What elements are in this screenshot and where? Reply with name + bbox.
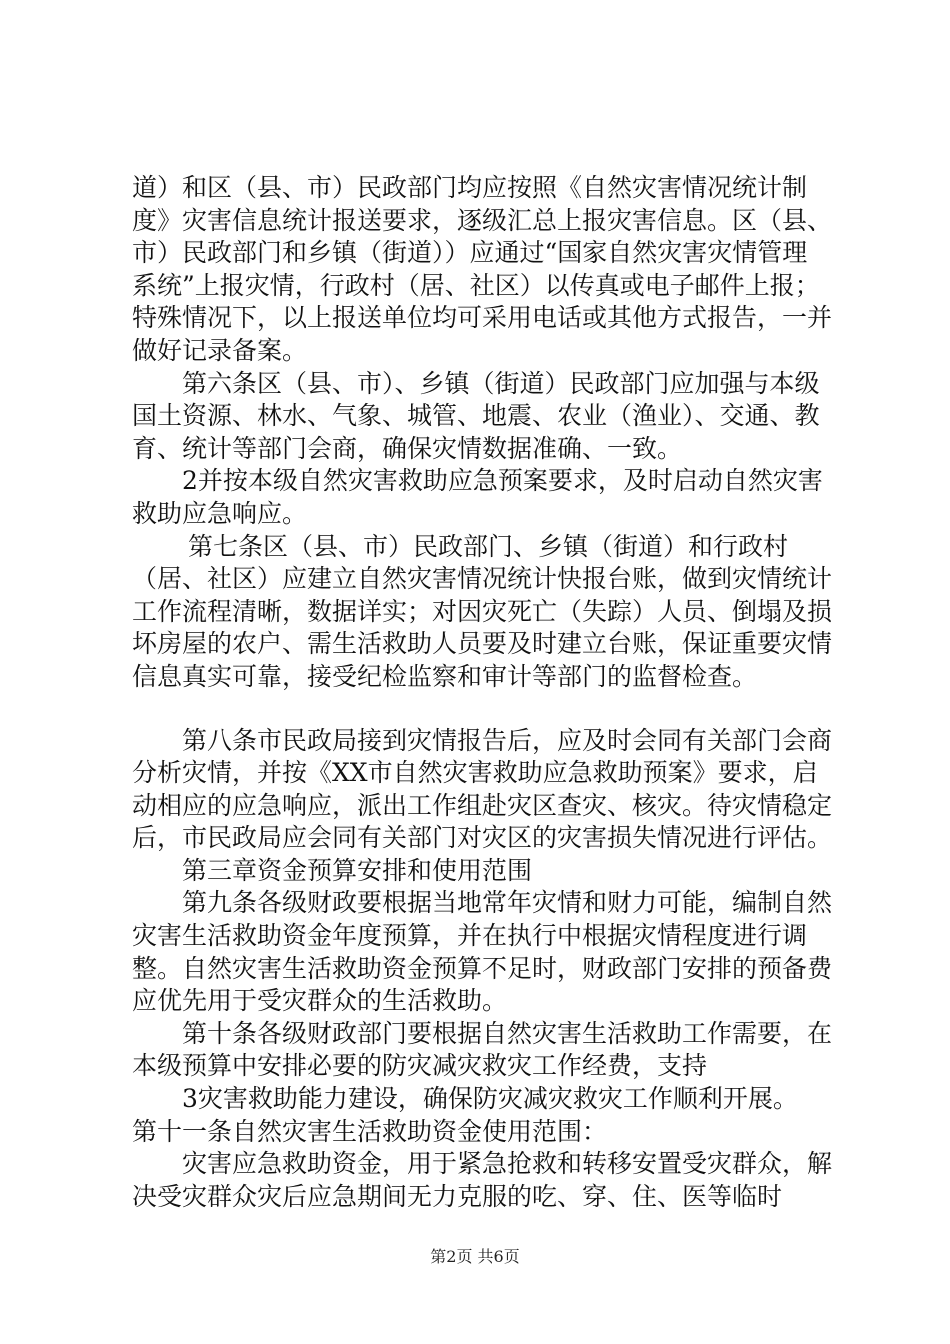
paragraph-article-8: 第八条市民政局接到灾情报告后，应及时会同有关部门会商分析灾情，并按《XX市自然灾害救助应急救助预案》要求，启动相应的应急响应，派出工作组赴灾区查灾、核灾。待灾情稳定后，市民政局应会同有关部门对灾区的灾害损失情况进行评估。: [132, 725, 833, 853]
paragraph-article-11: 第十一条自然灾害生活救助资金使用范围：: [132, 1116, 608, 1146]
paragraph-article-7: 第七条区（县、市）民政部门、乡镇（街道）和行政村（居、社区）应建立自然灾害情况统计快报台账，做到灾情统计工作流程清晰，数据详实；对因灾死亡（失踪）人员、倒塌及损坏房屋的农户、需生活救助人员要及时建立台账，保证重要灾情信息真实可靠，接受纪检监察和审计等部门的监督检查。: [132, 531, 833, 691]
page-footer: 第2页 共6页: [430, 1247, 520, 1266]
paragraph-gap: [132, 694, 832, 725]
document-body: [132, 172, 832, 1213]
paragraph-1: 道）和区（县、市）民政部门均应按照《自然灾害情况统计制度》灾害信息统计报送要求，逐级汇总上报灾害信息。区（县、市）民政部门和乡镇（街道））应通过“国家自然灾害灾情管理系统”上报灾情，行政村（居、社区）以传真或电子邮件上报；特殊情况下，以上报送单位均可采用电话或其他方式报告，一并做好记录备案。: [132, 173, 833, 365]
paragraph-article-6: 第六条区（县、市）、乡镇（街道）民政部门应加强与本级国土资源、林水、气象、城管、地震、农业（渔业）、交通、教育、统计等部门会商，确保灾情数据准确、一致。: [132, 368, 820, 463]
paragraph-9: 3灾害救助能力建设，确保防灾减灾救灾工作顺利开展。: [182, 1084, 798, 1114]
paragraph-article-10: 第十条各级财政部门要根据自然灾害生活救助工作需要，在本级预算中安排必要的防灾减灾救灾工作经费，支持: [132, 1018, 833, 1081]
chapter-3-heading: 第三章资金预算安排和使用范围: [182, 855, 533, 885]
paragraph-11: 灾害应急救助资金，用于紧急抢救和转移安置受灾群众，解决受灾群众灾后应急期间无力克服的吃、穿、住、医等临时: [132, 1149, 833, 1211]
paragraph-3: 2并按本级自然灾害救助应急预案要求，及时启动自然灾害救助应急响应。: [132, 466, 823, 528]
paragraph-article-9: 第九条各级财政要根据当地常年灾情和财力可能，编制自然灾害生活救助资金年度预算，并在执行中根据灾情程度进行调整。自然灾害生活救助资金预算不足时，财政部门安排的预备费应优先用于受灾群众的生活救助。: [132, 888, 833, 1016]
